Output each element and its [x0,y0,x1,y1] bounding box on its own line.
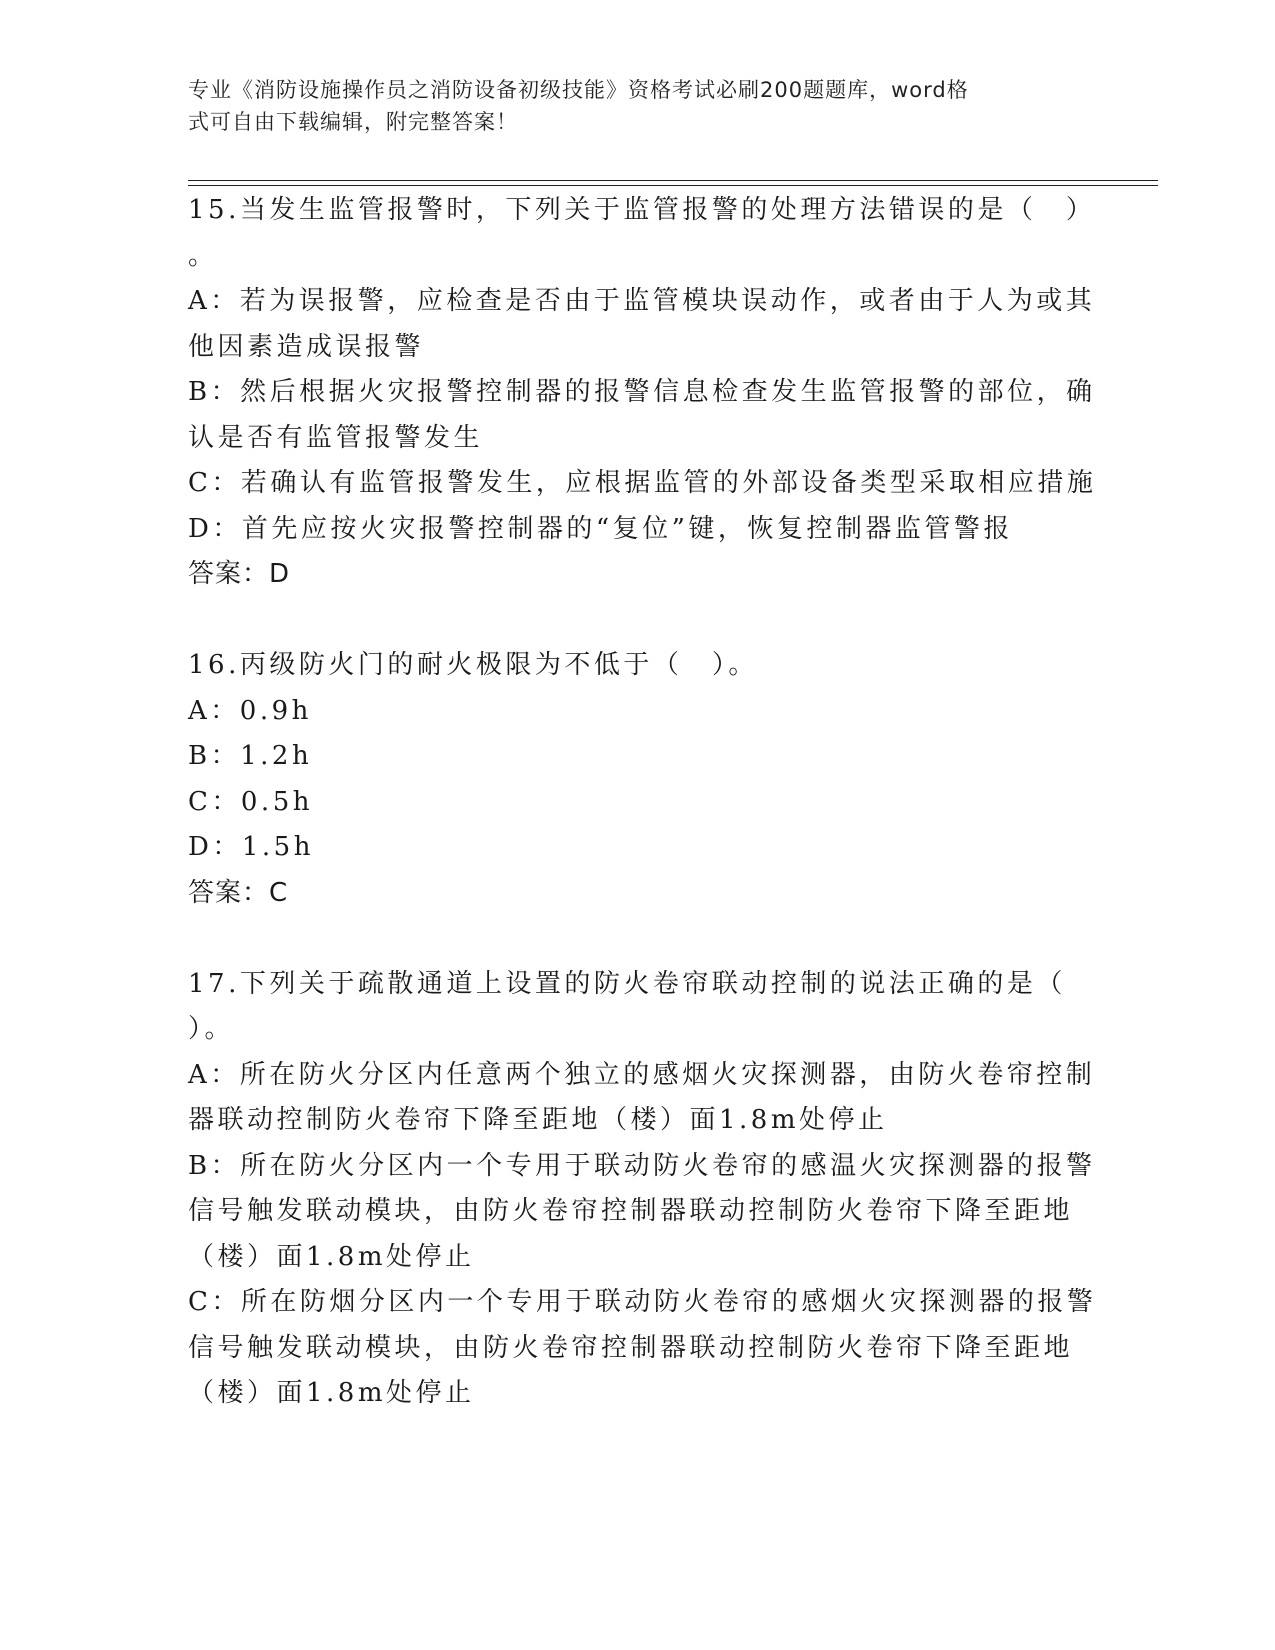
header-line-1: 专业《消防设施操作员之消防设备初级技能》资格考试必刷200题题库，word格 [188,78,969,102]
question-17 [188,962,1097,1417]
question-15 [188,188,1097,598]
option-a-continued: 器联动控制防火卷帘下降至距地（楼）面1.8m处停止 [188,1105,888,1135]
header-divider-top [188,180,1158,181]
question-stem: 15.当发生监管报警时，下列关于监管报警的处理方法错误的是（ ） [188,195,1096,225]
option-b: B：然后根据火灾报警控制器的报警信息检查发生监管报警的部位，确 [188,377,1096,407]
option-b-continued: （楼）面1.8m处停止 [188,1241,475,1272]
question-stem: 16.丙级防火门的耐火极限为不低于（ ）。 [188,650,758,680]
option-a: A：所在防火分区内任意两个独立的感烟火灾探测器，由防火卷帘控制 [188,1059,1096,1090]
header-line-2: 式可自由下载编辑，附完整答案！ [188,110,518,134]
option-c: C：若确认有监管报警发生，应根据监管的外部设备类型采取相应措施 [188,468,1097,498]
option-c-continued: 信号触发联动模块，由防火卷帘控制器联动控制防火卷帘下降至距地 [188,1332,1074,1363]
option-b: B：1.2h [188,741,313,771]
answer-label: 答案：D [188,559,291,589]
option-a: A：0.9h [188,695,312,726]
question-list [188,188,1097,1417]
spacer [188,598,1078,644]
question-stem-continued: 。 [188,240,218,271]
option-c-continued: （楼）面1.8m处停止 [188,1378,475,1408]
question-stem-continued: ）。 [188,1014,235,1044]
spacer [188,916,1078,962]
option-d: D：1.5h [188,832,314,862]
option-c: C：0.5h [188,786,313,817]
answer-label: 答案：C [188,877,289,908]
question-stem: 17.下列关于疏散通道上设置的防火卷帘联动控制的说法正确的是（ [188,968,1066,999]
option-b-continued: 信号触发联动模块，由防火卷帘控制器联动控制防火卷帘下降至距地 [188,1196,1074,1226]
header-divider-bottom [188,185,1158,186]
option-b-continued: 认是否有监管报警发生 [188,422,484,453]
option-a-continued: 他因素造成误报警 [188,331,425,362]
option-d: D：首先应按火灾报警控制器的“复位”键，恢复控制器监管警报 [188,513,1013,544]
option-c: C：所在防烟分区内一个专用于联动防火卷帘的感烟火灾探测器的报警 [188,1287,1097,1317]
question-16 [188,643,1078,916]
option-a: A：若为误报警，应检查是否由于监管模块误动作，或者由于人为或其 [188,286,1096,316]
option-b: B：所在防火分区内一个专用于联动防火卷帘的感温火灾探测器的报警 [188,1150,1096,1181]
document-header [188,74,1068,138]
